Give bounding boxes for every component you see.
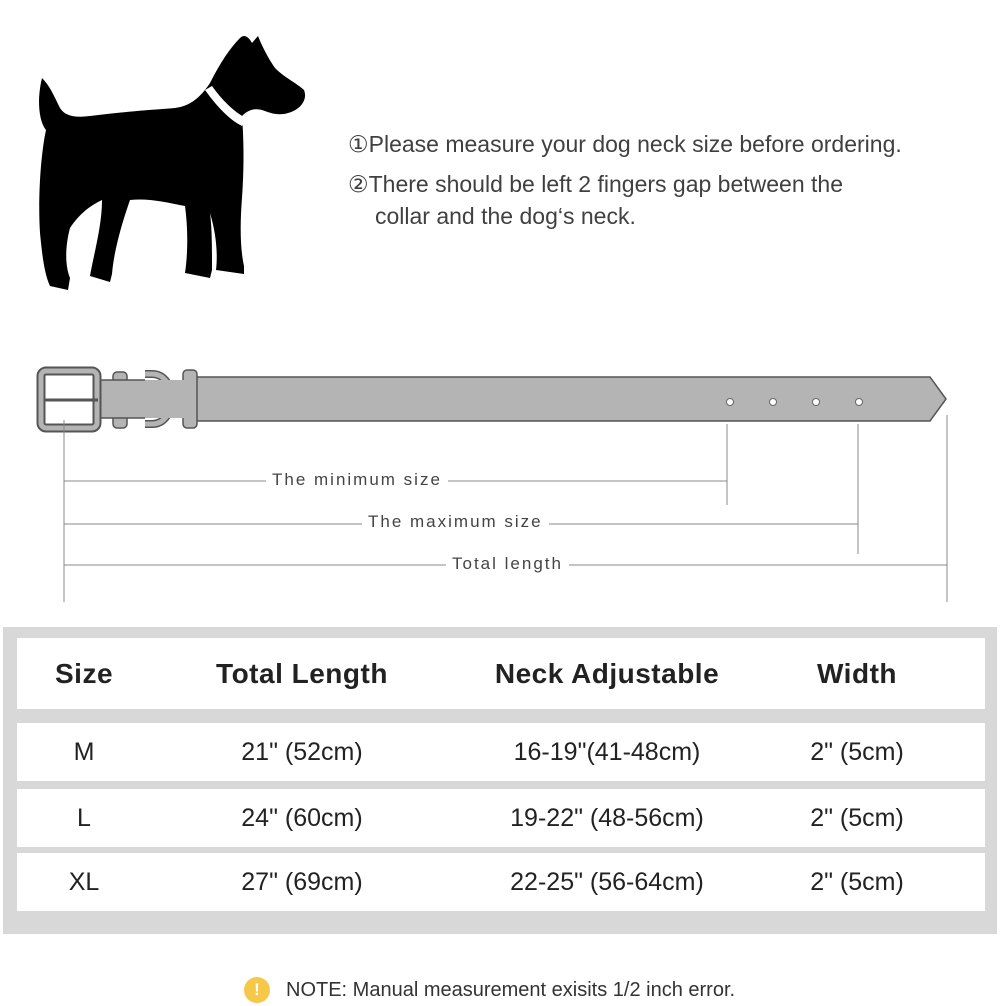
table-row: [17, 853, 985, 911]
cell-width: 2" (5cm): [810, 867, 904, 896]
instruction-2: [348, 168, 902, 200]
cell-total-length: 24" (60cm): [241, 803, 363, 832]
header-size: Size: [54, 657, 114, 689]
cell-total-length: 21" (52cm): [241, 737, 363, 766]
circled-two-icon: ②: [348, 171, 369, 197]
instruction-1: [348, 128, 902, 160]
max-size-label: The maximum size: [362, 512, 549, 532]
instructions: [348, 128, 902, 232]
circled-one-icon: ①: [348, 131, 369, 157]
cell-neck-adjustable: 22-25" (56-64cm): [510, 867, 704, 896]
header-neck-adjustable: Neck Adjustable: [494, 657, 720, 689]
instruction-2-text: There should be left 2 fingers gap between the: [368, 171, 843, 197]
collar-diagram: [0, 360, 1000, 610]
table-row: [17, 723, 985, 781]
cell-neck-adjustable: 19-22" (48-56cm): [510, 803, 704, 832]
cell-size: M: [73, 737, 95, 766]
cell-size: L: [77, 803, 91, 832]
dog-silhouette-icon: [30, 28, 315, 298]
cell-width: 2" (5cm): [810, 803, 904, 832]
header-total-length: Total Length: [216, 657, 388, 689]
size-table: [3, 627, 997, 934]
cell-total-length: 27" (69cm): [241, 867, 363, 896]
collar-hole: [813, 399, 820, 406]
min-size-label: The minimum size: [266, 470, 448, 490]
table-row: [17, 789, 985, 847]
note-text: NOTE: Manual measurement exisits 1/2 inch error.: [286, 978, 736, 1001]
collar-hole: [856, 399, 863, 406]
note: [244, 974, 735, 1006]
collar-strap: [185, 377, 946, 421]
cell-width: 2" (5cm): [810, 737, 904, 766]
cell-size: XL: [68, 867, 100, 896]
exclamation-icon: !: [244, 977, 270, 1003]
total-length-label: Total length: [446, 554, 569, 574]
header-width: Width: [817, 657, 897, 689]
collar-hole: [727, 399, 734, 406]
instruction-2-continued: collar and the dog‘s neck.: [375, 203, 636, 229]
cell-neck-adjustable: 16-19"(41-48cm): [513, 737, 701, 766]
collar-hole: [770, 399, 777, 406]
table-header-row: [17, 638, 985, 709]
instruction-1-text: Please measure your dog neck size before ordering.: [368, 131, 902, 157]
